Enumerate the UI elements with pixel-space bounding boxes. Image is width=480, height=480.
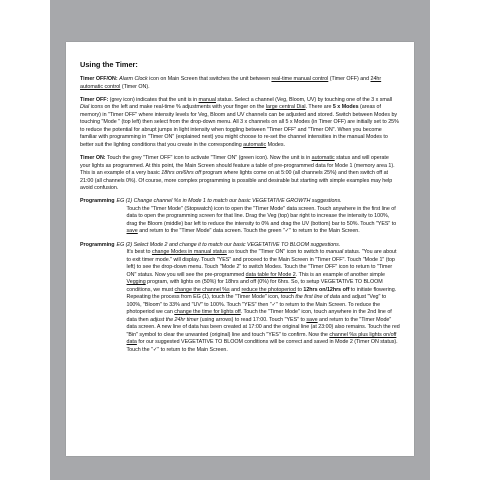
text-run: EG (2) Select Mode 2 and change it to match our basic VEGETATIVE TO BLOOM suggestions. <box>116 241 341 248</box>
text-run: 24hr automatic control <box>80 76 382 90</box>
text-run: to <box>296 286 304 293</box>
text-run: . Touch the "Timer Mode" icon, touch anywhere in the 2nd line of data then <box>126 309 392 323</box>
document-scan-frame <box>50 0 430 480</box>
programming-eg2-body <box>117 242 400 355</box>
text-run: change Modes in manual status <box>151 249 227 256</box>
text-run: Vegging <box>126 279 146 286</box>
text-run: so touch the "Timer ON" icon to switch to <box>226 249 326 256</box>
text-run: (Timer ON). <box>120 83 150 90</box>
term-label: Programming <box>80 198 115 205</box>
term-label: Programming <box>80 241 115 248</box>
paragraph-timer-off-on <box>80 76 400 91</box>
text-run: save <box>126 228 138 235</box>
text-run: and return to the "Timer Mode" data screen. Touch the green "✓" to return to the Main Screen. <box>137 228 360 235</box>
programming-eg1-body <box>117 198 400 236</box>
text-run: (Timer OFF) and <box>328 76 371 82</box>
paragraph-timer-off <box>80 97 400 150</box>
text-run: data table for Mode 2 <box>245 271 296 278</box>
text-run: and adjust "Veg" to 100%, "Bloom" to 33% and "UV" to 100%. Touch "YES" then "✓" to return to the Main Screen. To reduce the photoperiod we can <box>126 294 387 316</box>
text-run: icon on Main Screen that switches the unit between <box>147 76 272 82</box>
text-run: Dial <box>80 104 90 111</box>
text-run: for our suggested VEGETATIVE TO BLOOM conditions will be correct and saved in Mode 2 (Timer ON status). Touch the "✓" to return to the Main Screen. <box>126 339 398 353</box>
text-run: (grey icon) indicates that the unit is in <box>108 96 199 103</box>
text-run: Modes. <box>266 141 285 148</box>
text-run: change the channel %s <box>174 286 230 293</box>
text-run: to initiate flowering. Repeating the process from EG (1), touch the "Timer Mode" icon, touch <box>126 286 397 301</box>
text-run: 18hrs on/6hrs off <box>161 170 202 177</box>
text-run: icons on the left and make real-time % adjustments with your finger on the <box>89 104 266 111</box>
text-run: channel %s plus lights on/off data <box>126 331 397 346</box>
text-run: Touch the grey "Timer OFF" icon to activate "Timer ON" (green icon). Now the unit is in <box>105 155 312 162</box>
document-page <box>66 42 414 456</box>
text-run: It's best to <box>126 249 152 256</box>
programming-eg2-steps <box>117 249 400 354</box>
text-run: EG (1) Change channel %s in Mode 1 to match our basic VEGETATIVE GROWTH suggestions. <box>116 198 342 205</box>
programming-eg1-steps <box>117 206 400 236</box>
text-run: Alarm Clock <box>119 76 148 82</box>
text-run: Touch the "Timer Mode" (Stopwatch) icon to open the "Timer Mode" data screen. Touch anywhere in the first line of data to open the programming screen for that line. Drag the Veg (top) bar right to increase the intensity to 100%, drag the Bloom (middle) bar left to reduce the intensity to 0% and drag the UV (bottom) bar to 50%. Touch "YES" to <box>126 205 397 227</box>
text-run: manual <box>198 96 216 103</box>
text-run: (areas of memory) in "Timer OFF" where intensity levels for Veg, Bloom and UV channels can be adjusted and stored. Switch between Modes by touching "Mode " (top left) then select from the drop-down menu. All 3 x channels on all 5 x Modes (in Timer OFF) are initially set to 25% to reduce the potential for abrupt jumps in light intensity when toggling between "Timer OFF" and "Timer ON". When you become familiar with programming in "Timer ON" (explained next) you might choose to re-set the channel intensities in the manual Modes to better suit the lighting conditions that you create in the corresponding <box>80 104 399 148</box>
text-run: change the time for lights off <box>174 309 241 316</box>
text-run: . There are <box>305 104 333 111</box>
text-run: (using arrows) to read 17:00. Touch "YES" to <box>198 316 307 323</box>
text-run: status. "You are about to exit timer mode." will display. Touch "YES" and proceed to the Main Screen in "Timer OFF". Touch "Mode 1" (top left) to see the drop-down menu. Touch "Mode 2" to switch Modes. Touch the "Timer OFF" icon to return to "Timer ON" status. Now you will see the pre-programmed <box>126 249 397 278</box>
document-title: Using the Timer: <box>80 60 138 69</box>
text-run: real-time manual control <box>271 76 329 82</box>
term-label: Timer OFF: <box>80 96 109 103</box>
text-run: 5 x Modes <box>332 104 359 111</box>
text-run: 12hrs on/12hrs off <box>303 286 350 293</box>
text-run: program, with lights on (50%) for 18hrs and off (0%) for 6hrs. So, to setup VEGETATIVE TO BLOOM conditions, we must <box>126 279 383 293</box>
paragraph-timer-on <box>80 155 400 193</box>
text-run: the first line of data <box>295 294 341 301</box>
paragraph-programming-eg2 <box>80 242 400 355</box>
text-run: automatic <box>311 155 335 162</box>
text-run: save <box>306 316 318 323</box>
text-run: large central Dial <box>265 104 306 111</box>
text-run: reduce the photoperiod <box>241 286 297 293</box>
text-run: adjust the 24hr timer <box>150 316 199 323</box>
text-run: . This is an example of another simple <box>295 271 385 278</box>
document-content <box>80 60 400 360</box>
text-run: status and will operate your lights as programmed. At this point, the Main Screen should feature a table of pre-programmed data for Mode 1 (memory area 1). This is an example of a very basic <box>80 155 395 177</box>
term-label: Timer ON: <box>80 155 106 162</box>
text-run: and return to the "Timer Mode" data screen. A new line of data has been created at 17:00 and the original line (at 23:00) also remains. Touch the red "Bin" symbol to clear the unwanted (original) line and touch "YES" to confirm. Now the <box>126 316 400 338</box>
text-run: automatic <box>243 141 267 148</box>
term-label: Timer OFF/ON: <box>80 76 118 82</box>
text-run: program where lights come on at 5:00 (all channels 25%) and then switch off at 21:00 (all channels 0%). Of course, more complex programming is possible and desirable but starting with simple examples may help avoid confusion. <box>80 170 393 192</box>
text-run: status. Select a channel (Veg, Bloom, UV) by touching one of the 3 x small <box>215 96 393 103</box>
text-run: manual <box>325 249 344 256</box>
text-run: and <box>229 286 242 293</box>
paragraph-programming-eg1 <box>80 198 400 236</box>
